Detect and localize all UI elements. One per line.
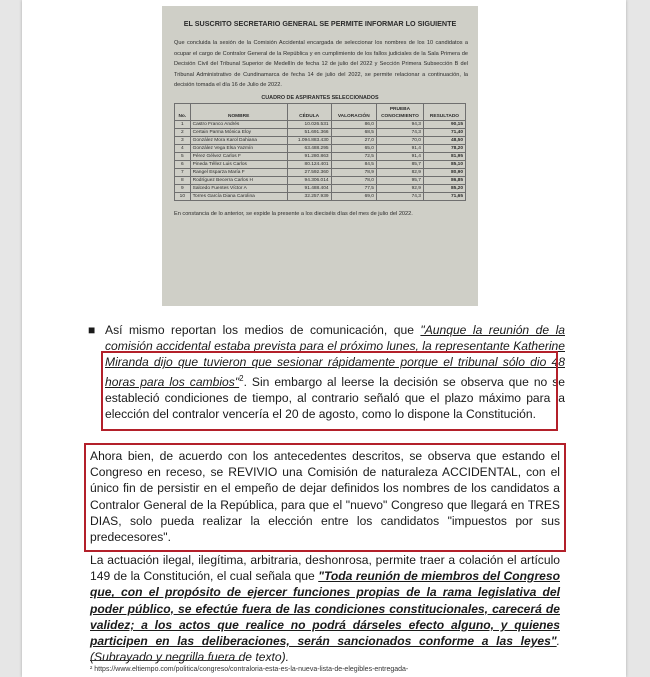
cell-id: 91.488.404	[287, 184, 331, 192]
cell-result: 85,20	[423, 184, 465, 192]
cell-test: 95,7	[376, 176, 423, 184]
bullet-text-start: Así mismo reportan los medios de comunicación, que	[105, 323, 421, 337]
cell-number: 2	[175, 128, 191, 136]
cell-number: 7	[175, 168, 191, 176]
cell-number: 9	[175, 184, 191, 192]
cell-name: González Vega Elsa Yazmín	[190, 144, 287, 152]
cell-result: 71,40	[423, 128, 465, 136]
cell-result: 85,10	[423, 160, 465, 168]
cell-test: 91,4	[376, 144, 423, 152]
table-row	[175, 168, 466, 176]
col-name: NOMBRE	[190, 103, 287, 120]
col-number: No.	[175, 103, 191, 120]
table-row	[175, 192, 466, 200]
cell-id: 10.026.531	[287, 120, 331, 128]
cell-valuation: 69,0	[331, 192, 376, 200]
cell-name: Rodríguez Becerra Carlos H	[190, 176, 287, 184]
notice-intro: Que concluida la sesión de la Comisión Accidental encargada de seleccionar los nombres de los 10 candidatos a ocupar el cargo de Contralor General de la República y en cumplimiento de los fallos judiciales de la Sala Primera de Decisión Civil del Tribunal Superior de Medellín de fecha 12 de julio del 2022 y Sección Primera Subsección B del Tribunal Administrativo de Cundinamarca de fecha 14 de julio del 2022, se permite relacionar a continuación, la decisión tomada el día 16 de Julio de 2022.	[174, 40, 468, 89]
table-row	[175, 184, 466, 192]
table-row	[175, 176, 466, 184]
cell-id: 91.280.863	[287, 152, 331, 160]
col-valuation: VALORACIÓN	[331, 103, 376, 120]
bullet-text-end: . Sin embargo al leerse la decisión se observa que no se estableció condiciones de tiempo, al contrario señaló que el plazo máximo para la elección del contralor vencería el 20 de agosto, como lo dispone la Constitución.	[105, 374, 566, 422]
cell-test: 74,3	[376, 192, 423, 200]
notice-closing: En constancia de lo anterior, se expide la presente a los dieciséis días del mes de julio del 2022.	[174, 210, 413, 217]
table-row	[175, 136, 466, 144]
footnote-text[interactable]: ² https://www.eltiempo.com/politica/congreso/contraloria-esta-es-la-nueva-lista-de-elegibles-entregada-	[90, 666, 409, 673]
candidates-table-body	[175, 120, 466, 200]
cell-test: 91,4	[376, 152, 423, 160]
cell-test: 92,9	[376, 184, 423, 192]
paragraph-commission: Ahora bien, de acuerdo con los antecedentes descritos, se observa que estando el Congreso en receso, se REVIVIO una Comisión de naturaleza ACCIDENTAL, con el único fin de persistir en el empeño de dejar definidos los nombres de los candidatos a Contralor General de la República, para que el "nuevo" Congreso que llegará en TRES DIAS, solo pueda realizar la elección entre los candidatos "impuestos por sus predecesores".	[90, 449, 560, 545]
candidates-table	[174, 103, 466, 201]
cell-test: 70,0	[376, 136, 423, 144]
cell-test: 94,3	[376, 120, 423, 128]
cell-test: 85,7	[376, 160, 423, 168]
table-row	[175, 160, 466, 168]
table-row	[175, 128, 466, 136]
cell-id: 27.592.360	[287, 168, 331, 176]
cell-valuation: 84,5	[331, 160, 376, 168]
notice-title: EL SUSCRITO SECRETARIO GENERAL SE PERMITE INFORMAR LO SIGUIENTE	[183, 19, 457, 28]
cell-name: Salcedo Fuentes Víctor A	[190, 184, 287, 192]
footnote-ref[interactable]: 2	[239, 373, 244, 383]
table-header-row	[175, 103, 466, 120]
table-row	[175, 144, 466, 152]
cell-result: 80,90	[423, 168, 465, 176]
table-row	[175, 120, 466, 128]
cell-name: Torres García Diana Carolina	[190, 192, 287, 200]
cell-number: 10	[175, 192, 191, 200]
cell-result: 86,85	[423, 176, 465, 184]
cell-id: 1.094.883.430	[287, 136, 331, 144]
table-row	[175, 152, 466, 160]
cell-valuation: 78,9	[331, 168, 376, 176]
article-note: . (Subrayado y negrilla fuera de texto).	[90, 634, 560, 665]
cell-valuation: 86,0	[331, 120, 376, 128]
cell-id: 51.691.366	[287, 128, 331, 136]
cell-result: 90,15	[423, 120, 465, 128]
cell-id: 80.124.401	[287, 160, 331, 168]
cell-name: Certain Parma Mónica Eloy	[190, 128, 287, 136]
cell-result: 48,50	[423, 136, 465, 144]
cell-number: 8	[175, 176, 191, 184]
col-test: PRUEBA CONOCIMIENTO	[376, 103, 423, 120]
cell-result: 81,95	[423, 152, 465, 160]
cell-number: 3	[175, 136, 191, 144]
cell-test: 82,9	[376, 168, 423, 176]
footnote-divider	[90, 660, 240, 661]
highlight-box-paragraph	[84, 443, 566, 552]
cell-result: 71,65	[423, 192, 465, 200]
cell-valuation: 65,0	[331, 144, 376, 152]
cell-number: 4	[175, 144, 191, 152]
cell-test: 74,3	[376, 128, 423, 136]
cell-id: 32.257.939	[287, 192, 331, 200]
cell-valuation: 78,0	[331, 176, 376, 184]
col-id: CÉDULA	[287, 103, 331, 120]
paragraph-article-149	[90, 552, 560, 665]
cell-valuation: 68,5	[331, 128, 376, 136]
cell-number: 1	[175, 120, 191, 128]
highlight-box-quote	[101, 351, 558, 431]
col-result: RESULTADO	[423, 103, 465, 120]
article-intro: La actuación ilegal, ilegítima, arbitraria, deshonrosa, permite traer a colación el artículo 149 de la Constitución, el cual señala que	[90, 553, 560, 584]
cell-name: Castro Franco Andrés	[190, 120, 287, 128]
cell-name: González Mora Karol Dahiana	[190, 136, 287, 144]
cell-id: 63.488.295	[287, 144, 331, 152]
cell-valuation: 27,0	[331, 136, 376, 144]
cell-name: Pineda Téllez Luis Carlos	[190, 160, 287, 168]
cell-name: Rangel Esparza María F	[190, 168, 287, 176]
cell-number: 5	[175, 152, 191, 160]
cell-valuation: 72,5	[331, 152, 376, 160]
cell-name: Pérez Gélvez Carlos F	[190, 152, 287, 160]
cell-valuation: 77,5	[331, 184, 376, 192]
cell-number: 6	[175, 160, 191, 168]
media-quote: "Aunque la reunión de la comisión accidental estaba prevista para el próximo lunes, la representante Katherine Miranda dijo que tuvieron que sesionar rápidamente porque el tribunal sólo dio 48 horas para los cambios"	[105, 323, 565, 389]
scanned-notice-image	[162, 6, 478, 306]
constitution-quote: "Toda reunión de miembros del Congreso que, con el propósito de ejercer funciones propias de la rama legislativa del poder público, se efectúe fuera de las condiciones constitucionales, carecerá de validez; a los actos que realice no podrá dárseles efecto alguno, y quienes participen en las deliberaciones, serán sancionados conforme a las leyes"	[90, 569, 560, 649]
candidates-table-title: CUADRO DE ASPIRANTES SELECCIONADOS	[261, 94, 379, 101]
cell-id: 94.306.014	[287, 176, 331, 184]
cell-result: 78,20	[423, 144, 465, 152]
bullet-marker: ■	[88, 323, 96, 337]
